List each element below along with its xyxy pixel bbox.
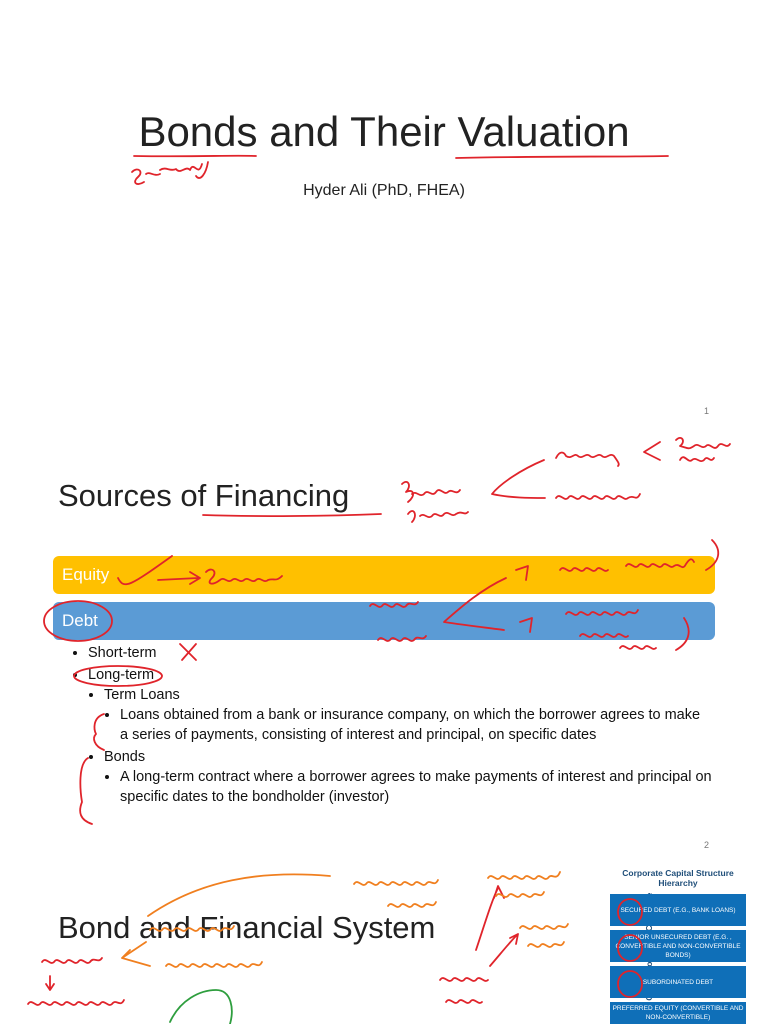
- ink-word-investment-2: [28, 1000, 124, 1005]
- ink-less-than: [644, 442, 660, 460]
- bullet-term-loans: [104, 685, 712, 745]
- ink-word-fixed-income-security: [354, 880, 438, 907]
- ink-word-institutions: [166, 962, 262, 967]
- bullet-term-loans-desc: • Loans obtained from a bank or insurance company, on which the borrower agrees to make a series of payments, consisting of interest and principal, on specific dates: [120, 705, 712, 745]
- hierarchy-item-preferred-equity: PREFERRED EQUITY (CONVERTIBLE AND NON-CONVERTIBLE): [610, 1002, 746, 1024]
- ink-underline-valuation: [456, 156, 668, 158]
- bullet-bonds-desc: • A long-term contract where a borrower agrees to make payments of interest and principal on specific dates to the bondholder (investor): [120, 767, 712, 807]
- hierarchy-item-senior-unsecured-debt: SENIOR UNSECURED DEBT (E.G. , CONVERTIBLE AND NON-CONVERTIBLE BONDS): [610, 930, 746, 962]
- capital-structure-hierarchy: [598, 866, 750, 1024]
- hierarchy-item-secured-debt: SECURED DEBT (E.G., BANK LOANS): [610, 894, 746, 926]
- ink-word-business-finance: [402, 482, 468, 522]
- ink-arrow-angel: [476, 886, 504, 950]
- ink-word-investment: [556, 494, 640, 499]
- slide2-title: Sources of Financing: [58, 478, 350, 513]
- slide1-author: Hyder Ali (PhD, FHEA): [303, 182, 465, 199]
- bullet-bonds-label: Bonds: [104, 749, 146, 765]
- bullet-long-term-label: Long-term: [88, 667, 155, 683]
- ink-underline-financing: [203, 514, 381, 516]
- ink-arrow-venture: [490, 934, 518, 966]
- bullet-bonds: [104, 747, 712, 807]
- debt-label: Debt: [62, 611, 98, 630]
- ink-green-curve: [170, 990, 232, 1024]
- ink-word-security: [132, 162, 208, 184]
- bullet-short-term: • Short-term: [88, 643, 712, 663]
- slide3-title: Bond and Financial System: [58, 910, 436, 945]
- hierarchy-title: Corporate Capital Structure Hierarchy: [622, 868, 734, 888]
- ink-word-venture-capitalist: [520, 924, 568, 947]
- equity-label: Equity: [62, 565, 110, 584]
- hierarchy-item-subordinated-debt: SUBORDINATED DEBT: [610, 966, 746, 998]
- financing-bullet-list: [72, 643, 712, 809]
- slide1-title: Bonds and Their Valuation: [138, 108, 630, 155]
- debt-bar: [53, 602, 715, 640]
- ink-word-high-risk-equity: [440, 978, 488, 1003]
- equity-bar: [53, 556, 715, 594]
- bullet-term-loans-label: Term Loans: [104, 687, 180, 703]
- ink-word-financing: [556, 453, 619, 467]
- ink-word-equity-debt: [676, 438, 730, 461]
- ink-branch-financing-investment: [492, 460, 545, 498]
- ink-arrow-savers-down: [46, 976, 54, 990]
- bullet-long-term: [88, 665, 712, 807]
- ink-word-savers: [42, 958, 102, 963]
- slide1-page-number: 1: [704, 406, 710, 416]
- green-ink-strokes: [170, 990, 232, 1024]
- ink-word-angel-capitalist: [488, 872, 560, 897]
- slide2-page-number: 2: [704, 840, 710, 850]
